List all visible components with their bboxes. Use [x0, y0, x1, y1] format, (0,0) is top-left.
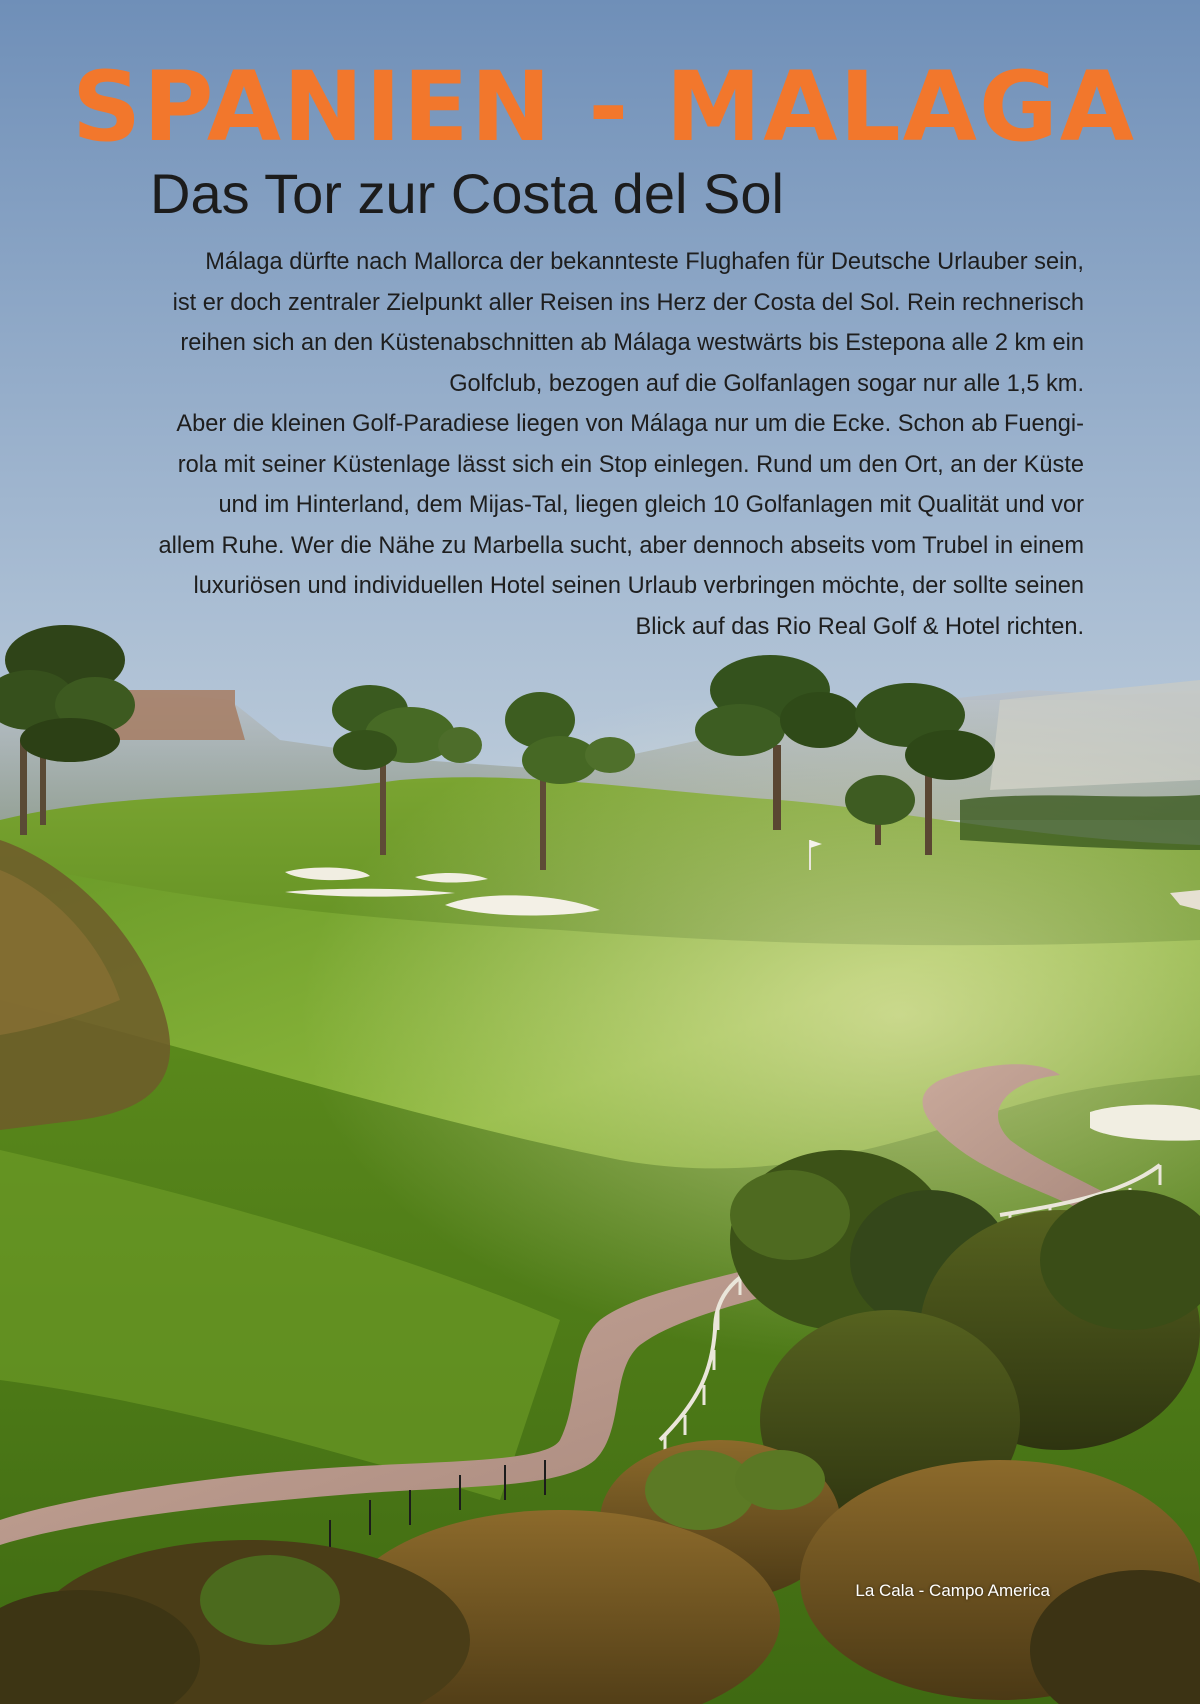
body-line: allem Ruhe. Wer die Nähe zu Marbella sucht, aber dennoch abseits vom Trubel in einem: [158, 532, 1084, 559]
body-line: Málaga dürfte nach Mallorca der bekannteste Flughafen für Deutsche Urlauber sein,: [205, 249, 1084, 275]
photo-caption: La Cala - Campo America: [855, 1581, 1050, 1600]
body-line: Aber die kleinen Golf-Paradiese liegen von Málaga nur um die Ecke. Schon ab Fuengi-: [176, 411, 1084, 437]
body-line: reihen sich an den Küstenabschnitten ab Málaga westwärts bis Estepona alle 2 km ein: [180, 330, 1084, 356]
body-line: Golfclub, bezogen auf die Golfanlagen sogar nur alle 1,5 km.: [449, 370, 1084, 397]
body-line: ist er doch zentraler Zielpunkt aller Reisen ins Herz der Costa del Sol. Rein rechnerisch: [172, 289, 1084, 316]
body-line: rola mit seiner Küstenlage lässt sich ein Stop einlegen. Rund um den Ort, an der Küste: [177, 451, 1084, 478]
intro-paragraph: [70, 242, 1084, 647]
body-line: luxuriösen und individuellen Hotel seinen Urlaub verbringen möchte, der sollte seinen: [193, 573, 1084, 599]
body-line: Blick auf das Rio Real Golf & Hotel richten.: [635, 613, 1084, 640]
page-title: SPANIEN - MALAGA: [72, 51, 1137, 163]
body-line: und im Hinterland, dem Mijas-Tal, liegen gleich 10 Golfanlagen mit Qualität und vor: [218, 492, 1084, 518]
page-subtitle: Das Tor zur Costa del Sol: [150, 162, 784, 225]
